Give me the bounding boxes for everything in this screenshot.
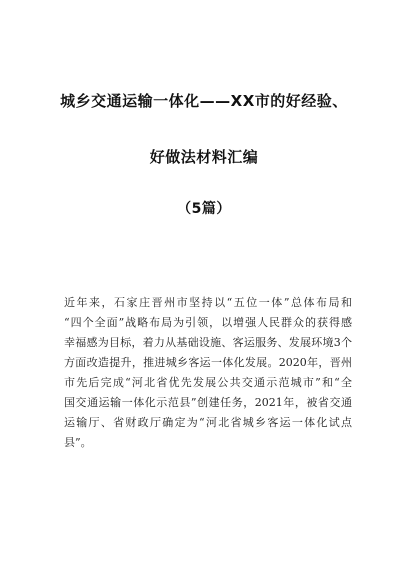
body-line: “四个全面”战略布局为引领，以增强人民群众的获得感 bbox=[64, 316, 352, 329]
body-paragraph bbox=[64, 293, 352, 453]
document-title-line-2: 好做法材料汇编 bbox=[149, 148, 259, 166]
body-line: 近年来，石家庄晋州市坚持以“五位一体”总体布局和 bbox=[64, 296, 352, 309]
body-line: 幸福感为目标，着力从基础设施、客运服务、发展环境3个 bbox=[64, 336, 352, 349]
body-line: 运输厅、省财政厅确定为“河北省城乡客运一体化试点 bbox=[64, 416, 352, 429]
body-line: 县”。 bbox=[64, 436, 92, 449]
document-count-label: （5篇） bbox=[177, 201, 231, 217]
body-line: 方面改造提升，推进城乡客运一体化发展。2020年，晋州 bbox=[64, 356, 352, 369]
body-line: 国交通运输一体化示范县”创建任务，2021年，被省交通 bbox=[64, 396, 352, 409]
document-title-line-1: 城乡交通运输一体化——XX市的好经验、 bbox=[60, 92, 348, 110]
body-line: 市先后完成“河北省优先发展公共交通示范城市”和“全 bbox=[64, 376, 352, 389]
